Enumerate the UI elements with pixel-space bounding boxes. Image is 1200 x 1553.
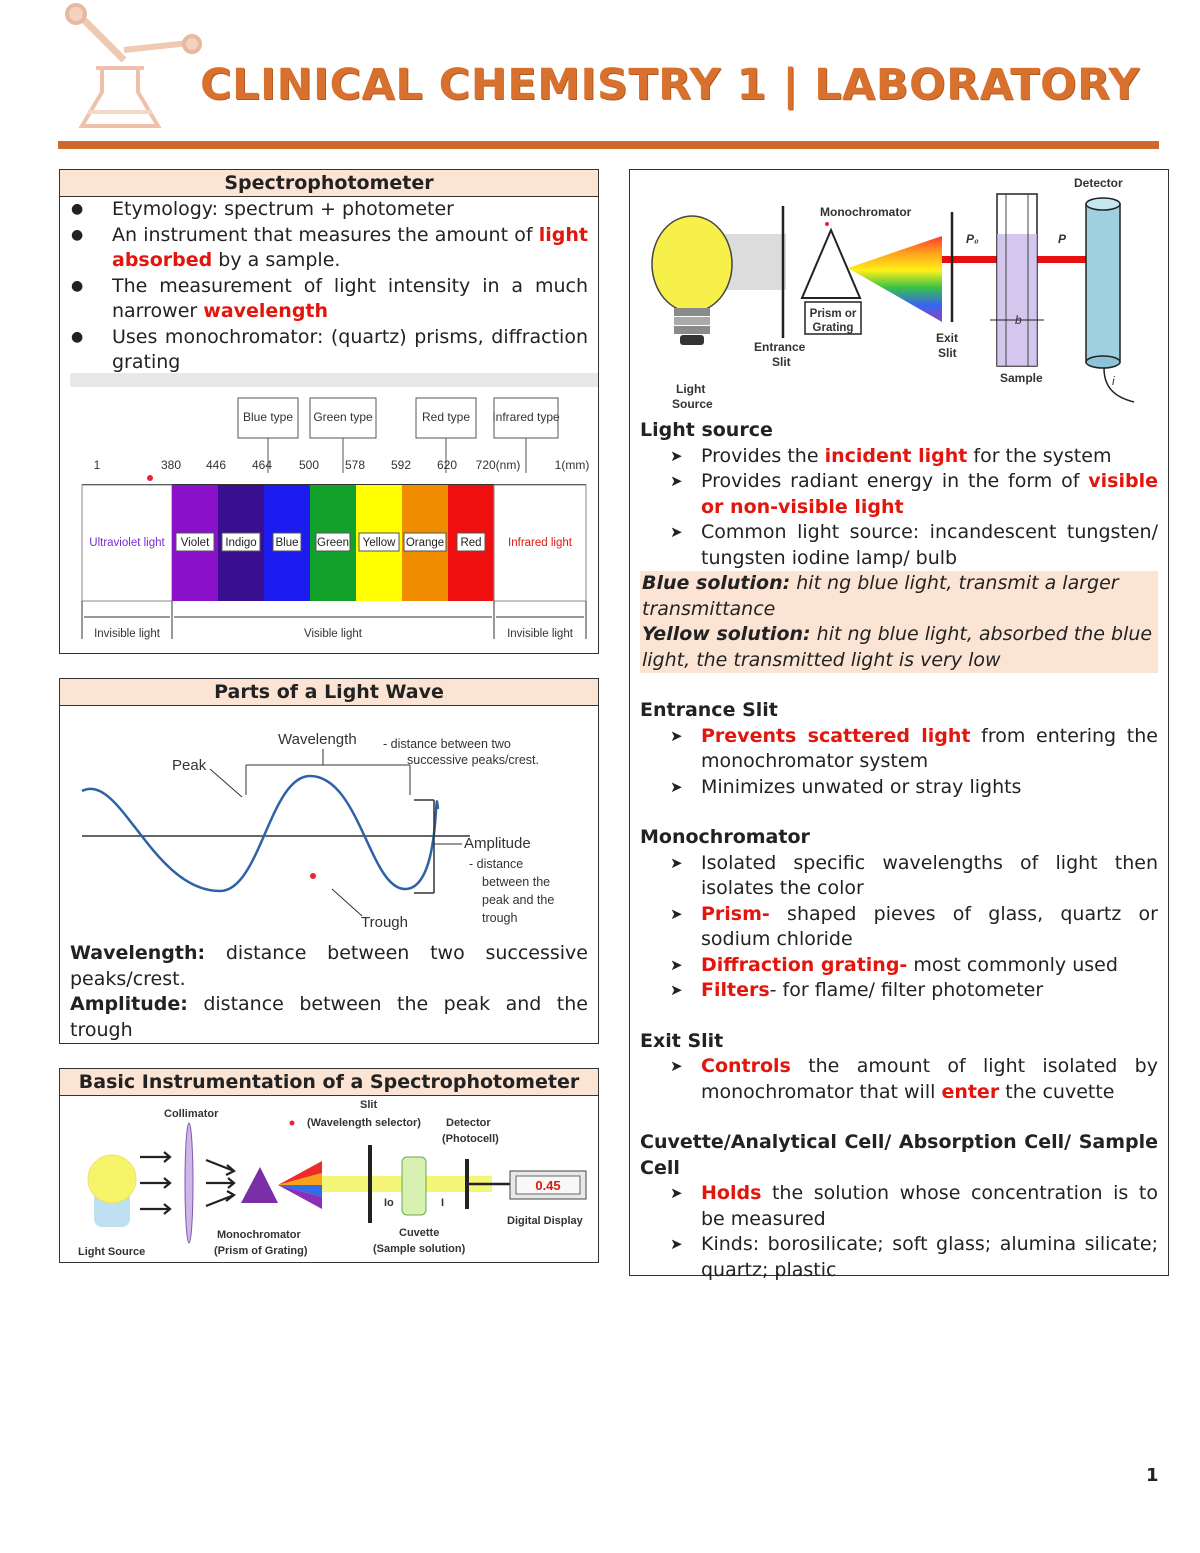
monochromator-diagram-label: Monochromator: [820, 205, 912, 219]
list-item: ➤ Prevents scattered light from entering the monochromator system: [670, 724, 1158, 772]
cuvette-heading: Cuvette/Analytical Cell/ Absorption Cell/ Sample Cell: [640, 1131, 1158, 1179]
svg-text:P₀: P₀: [966, 232, 979, 246]
svg-text:Entrance: Entrance: [754, 340, 806, 354]
tick-label: 1: [93, 458, 101, 472]
type-label: Infrared type: [492, 410, 560, 424]
light-source-label: Light Source: [78, 1246, 146, 1258]
band-label: Infrared light: [508, 537, 572, 549]
entrance-slit-section: [640, 698, 1158, 800]
tick-label: 464: [251, 458, 273, 472]
svg-text:Source: Source: [672, 397, 713, 411]
range-label: Invisible light: [507, 628, 573, 640]
svg-text:Light: Light: [676, 382, 706, 396]
io-label: Io: [384, 1197, 394, 1209]
list-item: ● The measurement of light intensity in a much narrower wavelength: [71, 274, 588, 322]
monochromator-label: Monochromator: [217, 1229, 301, 1241]
wavelength-definition: - distance between two: [383, 737, 511, 751]
list-item: ➤ Diffraction grating- most commonly used: [670, 953, 1118, 976]
chemistry-logo-icon: [62, 0, 202, 138]
list-item: ● An instrument that measures the amount of light absorbed by a sample.: [71, 223, 588, 271]
light-wave-title: Parts of a Light Wave: [60, 679, 598, 706]
exit-slit-heading: Exit Slit: [640, 1029, 724, 1052]
band-label: Indigo: [225, 537, 257, 549]
light-wave-definitions: Wavelength: distance between two successive peaks/crest. Amplitude: distance between the peak and the trough: [70, 942, 588, 1041]
amplitude-diagram-label: Amplitude: [464, 835, 531, 852]
type-label: Red type: [421, 410, 471, 424]
wavelength-term: Wavelength:: [70, 942, 206, 964]
tick-label: 1(mm): [554, 458, 590, 472]
svg-text:i: i: [1112, 374, 1115, 388]
tick-label: 446: [205, 458, 227, 472]
svg-text:Prism or: Prism or: [809, 308, 857, 320]
digital-display-label: Digital Display: [507, 1215, 583, 1227]
digital-reading: 0.45: [535, 1178, 561, 1193]
svg-text:Sample: Sample: [1000, 371, 1043, 385]
photocell-label: (Photocell): [442, 1133, 499, 1145]
peak-label: Peak: [172, 757, 207, 774]
light-source-heading: Light source: [640, 419, 773, 441]
exit-slit-section: [640, 1029, 1158, 1106]
spectrophotometer-schematic-diagram: [634, 172, 1160, 416]
list-item: ➤ Minimizes unwated or stray lights: [670, 775, 1022, 798]
header-divider: [58, 141, 1159, 149]
electromagnetic-spectrum-diagram: [70, 373, 598, 647]
list-item: ➤ Prism- shaped pieves of glass, quartz or sodium chloride: [670, 902, 1158, 950]
band-label: Yellow: [362, 537, 396, 549]
trough-label: Trough: [361, 914, 408, 931]
svg-text:between the: between the: [482, 875, 551, 889]
basic-instrumentation-title: Basic Instrumentation of a Spectrophotometer: [60, 1069, 598, 1096]
range-label: Visible light: [304, 628, 362, 640]
svg-text:P: P: [1058, 232, 1067, 246]
tick-label: 500: [298, 458, 320, 472]
tick-label: 380: [160, 458, 182, 472]
svg-text:peak and the: peak and the: [482, 893, 555, 907]
svg-text:Slit: Slit: [772, 355, 791, 369]
amplitude-term: Amplitude:: [70, 993, 188, 1015]
i-label: I: [441, 1197, 445, 1209]
list-item: ● Uses monochromator: (quartz) prisms, diffraction grating: [71, 325, 588, 373]
wavelength-definition: successive peaks/crest.: [407, 753, 539, 767]
light-wave-diagram: [70, 711, 590, 941]
page-number: 1: [1146, 1465, 1159, 1486]
svg-text:Grating: Grating: [812, 322, 854, 334]
svg-text:Exit: Exit: [936, 331, 959, 345]
light-source-section: [640, 418, 1158, 673]
range-label: Invisible light: [94, 628, 160, 640]
monochromator-section: [640, 825, 1158, 1004]
right-column-box: [629, 169, 1169, 1281]
entrance-slit-heading: Entrance Slit: [640, 699, 778, 721]
light-wave-box: [59, 678, 599, 1044]
list-item: ➤ Provides radiant energy in the form of visible or non-visible light: [670, 470, 1158, 518]
list-item: ➤ Filters- for flame/ filter photometer: [670, 979, 1044, 1001]
tick-label: 578: [344, 458, 366, 472]
svg-text:- distance: - distance: [469, 857, 524, 871]
list-item: ➤ Controls the amount of light isolated by monochromator that will enter the cuvette: [670, 1055, 1158, 1103]
list-item: ➤ Kinds: borosilicate; soft glass; alumina silicate; quartz; plastic: [670, 1233, 1158, 1281]
svg-text:b: b: [1015, 313, 1022, 327]
band-label: Orange: [405, 537, 445, 549]
spectrophotometer-title: Spectrophotometer: [60, 170, 598, 197]
tick-label: 720(nm): [475, 458, 521, 472]
band-label: Red: [460, 537, 482, 549]
basic-instrumentation-diagram: [64, 1097, 594, 1259]
list-item: ➤ Common light source: incandescent tungsten/ tungsten iodine lamp/ bulb: [670, 521, 1158, 569]
svg-text:Slit: Slit: [938, 346, 957, 360]
tick-label: 592: [390, 458, 412, 472]
sample-solution-label: (Sample solution): [373, 1243, 466, 1255]
wavelength-diagram-label: Wavelength: [278, 731, 357, 748]
list-item: ➤ Holds the solution whose concentration is to be measured: [670, 1182, 1158, 1230]
detector-diagram-label: Detector: [1074, 176, 1123, 190]
wavelength-selector-label: (Wavelength selector): [307, 1117, 421, 1129]
collimator-label: Collimator: [164, 1108, 219, 1120]
slit-label: Slit: [360, 1099, 378, 1111]
solution-note: Blue solution: hit ng blue light, transmit a larger transmittance Yellow solution: hit ng blue light, absorbed the blue light, the transmitted light is very low: [640, 571, 1158, 673]
list-item: ➤ Provides the incident light for the system: [670, 444, 1112, 467]
band-label: Violet: [180, 537, 210, 549]
cuvette-label: Cuvette: [399, 1227, 440, 1239]
band-label: Blue: [275, 537, 299, 549]
detector-label: Detector: [446, 1117, 491, 1129]
monochromator-heading: Monochromator: [640, 826, 810, 848]
spectrophotometer-list: [60, 197, 598, 376]
prism-grating-label: (Prism of Grating): [214, 1245, 308, 1257]
basic-instrumentation-box: [59, 1068, 599, 1263]
type-label: Green type: [313, 410, 373, 424]
band-label: Ultraviolet light: [89, 537, 165, 549]
list-item: ➤ Isolated specific wavelengths of light then isolates the color: [670, 851, 1158, 899]
type-label: Blue type: [242, 410, 294, 424]
band-label: Green: [317, 537, 349, 549]
svg-text:trough: trough: [482, 911, 518, 925]
right-column-content: [640, 418, 1158, 1283]
cuvette-section: [640, 1130, 1158, 1283]
tick-label: 620: [436, 458, 458, 472]
spectrophotometer-box: [59, 169, 599, 654]
header-title: CLINICAL CHEMISTRY 1 | LABORATORY: [200, 60, 1140, 110]
list-item: ● Etymology: spectrum + photometer: [71, 198, 454, 220]
